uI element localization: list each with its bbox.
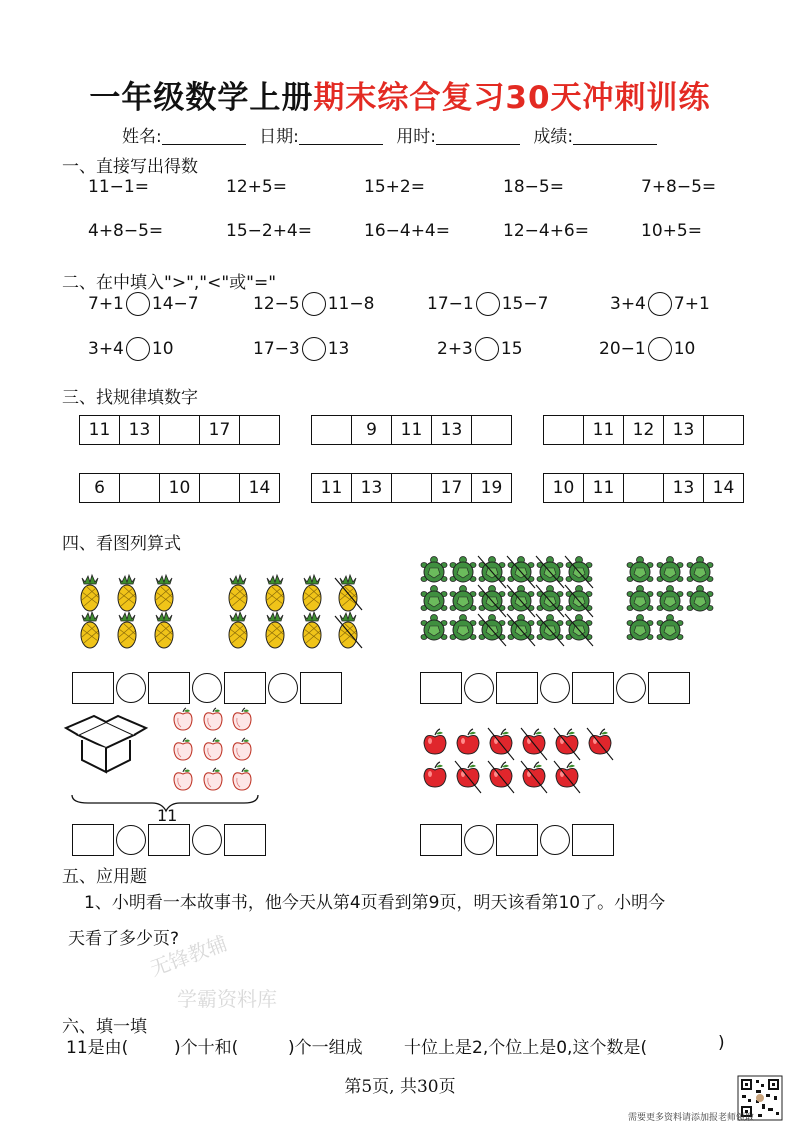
box-icon bbox=[66, 716, 146, 772]
compare-item: 7+1 14−7 bbox=[88, 294, 199, 314]
compare-item: 2+3 15 bbox=[437, 339, 523, 359]
title-black: 一年级数学上册 bbox=[89, 80, 314, 116]
arith-item: 7+8−5= bbox=[641, 177, 717, 197]
seq-cell[interactable]: 13 bbox=[663, 473, 704, 503]
answer-box[interactable] bbox=[496, 672, 538, 704]
equation-row bbox=[72, 672, 342, 704]
answer-box[interactable] bbox=[300, 672, 342, 704]
time-label: 用时: bbox=[396, 127, 437, 147]
seq-cell[interactable]: 11 bbox=[583, 415, 624, 445]
arith-item: 4+8−5= bbox=[88, 221, 164, 241]
title-red: 期末综合复习30天冲刺训练 bbox=[313, 80, 711, 116]
fill-part: 11是由( bbox=[66, 1038, 129, 1058]
seq-cell[interactable]: 6 bbox=[79, 473, 120, 503]
operator-circle[interactable] bbox=[192, 673, 222, 703]
operator-circle[interactable] bbox=[192, 825, 222, 855]
seq-cell[interactable]: 13 bbox=[663, 415, 704, 445]
answer-box[interactable] bbox=[148, 824, 190, 856]
seq-cell[interactable]: 17 bbox=[431, 473, 472, 503]
seq-cell[interactable]: 11 bbox=[79, 415, 120, 445]
footer-note: 需要更多资料请添加报老师领取 bbox=[627, 1113, 754, 1123]
arith-item: 15−2+4= bbox=[226, 221, 312, 241]
operator-circle[interactable] bbox=[540, 673, 570, 703]
operator-circle[interactable] bbox=[540, 825, 570, 855]
equation-row bbox=[72, 824, 266, 856]
turtle-icon bbox=[627, 557, 713, 641]
seq-cell[interactable]: 14 bbox=[703, 473, 744, 503]
answer-box[interactable] bbox=[572, 824, 614, 856]
seq-cell[interactable]: 11 bbox=[311, 473, 352, 503]
date-label: 日期: bbox=[259, 127, 299, 147]
arith-item: 16−4+4= bbox=[364, 221, 450, 241]
answer-box[interactable] bbox=[420, 824, 462, 856]
operator-circle[interactable] bbox=[268, 673, 298, 703]
operator-circle[interactable] bbox=[116, 673, 146, 703]
brace-label: 11 bbox=[157, 806, 178, 825]
fill-part: ) bbox=[718, 1033, 725, 1053]
seq-cell[interactable]: 11 bbox=[391, 415, 432, 445]
arith-item: 18−5= bbox=[503, 177, 564, 197]
operator-circle[interactable] bbox=[464, 825, 494, 855]
compare-item: 3+4 10 bbox=[88, 339, 174, 359]
compare-item: 20−1 10 bbox=[599, 339, 696, 359]
answer-box[interactable] bbox=[72, 824, 114, 856]
arith-item: 11−1= bbox=[88, 177, 149, 197]
arith-item: 12+5= bbox=[226, 177, 287, 197]
fill-part: )个十和( bbox=[174, 1038, 239, 1058]
score-label: 成绩: bbox=[533, 127, 574, 147]
seq-cell[interactable]: 10 bbox=[159, 473, 200, 503]
answer-box[interactable] bbox=[72, 672, 114, 704]
equation-row bbox=[420, 672, 690, 704]
section-4-heading: 四、看图列算式 bbox=[62, 534, 181, 554]
operator-circle[interactable] bbox=[464, 673, 494, 703]
page-number: 第5页, 共30页 bbox=[344, 1077, 456, 1097]
section-6-heading: 六、填一填 bbox=[62, 1017, 147, 1037]
section-5-heading: 五、应用题 bbox=[62, 867, 147, 887]
seq-cell[interactable]: 9 bbox=[351, 415, 392, 445]
seq-cell[interactable]: 17 bbox=[199, 415, 240, 445]
answer-box[interactable] bbox=[496, 824, 538, 856]
equation-row bbox=[420, 824, 614, 856]
section-1-heading: 一、直接写出得数 bbox=[62, 157, 198, 177]
section-2-heading: 二、在中填入">","<"或"=" bbox=[62, 273, 277, 293]
watermark: 无锋教辅 bbox=[146, 930, 231, 981]
answer-box[interactable] bbox=[224, 672, 266, 704]
arith-item: 10+5= bbox=[641, 221, 702, 241]
compare-item: 17−3 13 bbox=[253, 339, 350, 359]
seq-cell[interactable]: 13 bbox=[351, 473, 392, 503]
name-label: 姓名: bbox=[122, 127, 162, 147]
fill-part: 十位上是2,个位上是0,这个数是( bbox=[404, 1038, 648, 1058]
apple-icon bbox=[424, 728, 613, 793]
word-problem-line: 天看了多少页? bbox=[68, 929, 180, 949]
answer-box[interactable] bbox=[420, 672, 462, 704]
compare-item: 17−1 15−7 bbox=[427, 294, 549, 314]
seq-cell[interactable]: 11 bbox=[583, 473, 624, 503]
fill-part: )个一组成 bbox=[288, 1038, 363, 1058]
word-problem-line: 1、小明看一本故事书，他今天从第4页看到第9页，明天该看第10了。小明今 bbox=[84, 893, 666, 913]
answer-box[interactable] bbox=[224, 824, 266, 856]
seq-cell[interactable]: 13 bbox=[119, 415, 160, 445]
answer-box[interactable] bbox=[572, 672, 614, 704]
arith-item: 15+2= bbox=[364, 177, 425, 197]
operator-circle[interactable] bbox=[116, 825, 146, 855]
seq-cell[interactable]: 12 bbox=[623, 415, 664, 445]
seq-cell[interactable]: 10 bbox=[543, 473, 584, 503]
pineapple-icon bbox=[81, 575, 173, 648]
operator-circle[interactable] bbox=[616, 673, 646, 703]
turtle-icon bbox=[421, 556, 593, 646]
peach-icon bbox=[174, 708, 251, 790]
compare-item: 12−5 11−8 bbox=[253, 294, 375, 314]
answer-box[interactable] bbox=[648, 672, 690, 704]
section-3-heading: 三、找规律填数字 bbox=[62, 388, 198, 408]
seq-cell[interactable]: 13 bbox=[431, 415, 472, 445]
compare-item: 3+4 7+1 bbox=[610, 294, 710, 314]
arith-item: 12−4+6= bbox=[503, 221, 589, 241]
seq-cell[interactable]: 14 bbox=[239, 473, 280, 503]
pineapple-icon bbox=[229, 575, 362, 648]
watermark: 学霸资料库 bbox=[177, 987, 277, 1011]
seq-cell[interactable]: 19 bbox=[471, 473, 512, 503]
answer-box[interactable] bbox=[148, 672, 190, 704]
